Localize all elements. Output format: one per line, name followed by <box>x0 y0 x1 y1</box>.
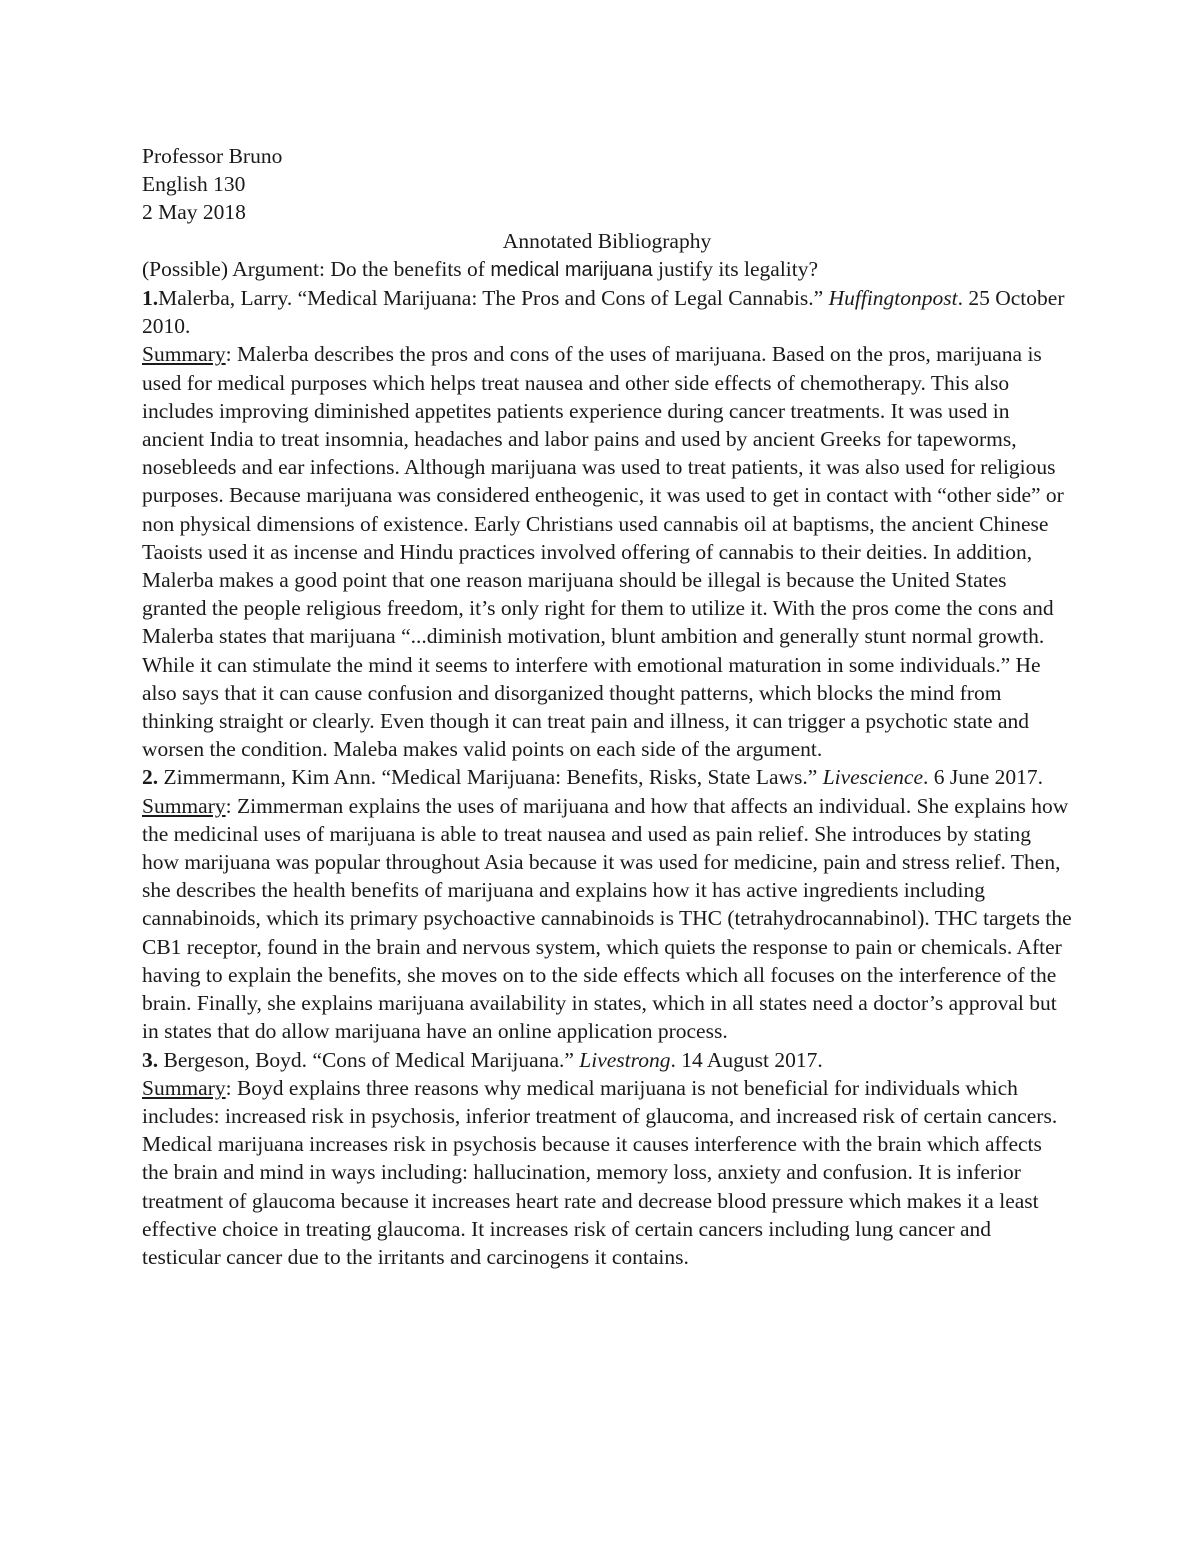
summary-3-label: Summary <box>142 1075 226 1100</box>
citation-3 <box>142 1046 1072 1074</box>
document-date: 2 May 2018 <box>142 200 246 225</box>
entry-number-2: 2. <box>142 765 159 790</box>
citation-2-date: . 6 June 2017. <box>922 765 1044 790</box>
citation-2-text: Zimmermann, Kim Ann. “Medical Marijuana: Benefits, Risks, State Laws.” <box>158 765 823 790</box>
summary-1-text: : Malerba describes the pros and cons of the uses of marijuana. Based on the pros, marijuana is used for medical purposes which helps treat nausea and other side effects of chemotherapy. This also includes improving diminished appetites patients experience during cancer treatments. It was used in ancient India to treat insomnia, headaches and labor pains and used by ancient Greeks for tapeworms, nosebleeds and ear infections. Although marijuana was used to treat patients, it was also used for religious purposes. Because marijuana was considered entheogenic, it was used to get in contact with “other side” or non physical dimensions of existence. Early Christians used cannabis oil at baptisms, the ancient Chinese Taoists used it as incense and Hindu practices involved offering of cannabis to their deities. In addition, Malerba makes a good point that one reason marijuana should be illegal is because the United States granted the people religious freedom, it’s only right for them to utilize it. With the pros come the cons and Malerba states that marijuana “...diminish motivation, blunt ambition and generally stunt normal growth. While it can stimulate the mind it seems to interfere with emotional maturation in some individuals.” He also says that it can cause confusion and disorganized thought patterns, which blocks the mind from thinking straight or clearly. Even though it can treat pain and illness, it can trigger a psychotic state and worsen the condition. Maleba makes valid points on each side of the argument. <box>142 342 1064 762</box>
argument-highlight: medical marijuana <box>490 258 653 281</box>
citation-1-text: Malerba, Larry. “Medical Marijuana: The Pros and Cons of Legal Cannabis.” <box>158 286 829 311</box>
summary-2-label: Summary <box>142 793 226 818</box>
entry-number-1: 1. <box>142 286 159 311</box>
summary-1 <box>142 340 1072 763</box>
summary-1-label: Summary <box>142 342 226 367</box>
citation-2-source: Livescience <box>822 765 923 790</box>
summary-2-text: : Zimmerman explains the uses of marijuana and how that affects an individual. She explains how the medicinal uses of marijuana is able to treat nausea and used as pain relief. She introduces by stating how marijuana was popular throughout Asia because it was used for medicine, pain and stress relief. Then, she describes the health benefits of marijuana and explains how it has active ingredients including cannabinoids, which its primary psychoactive cannabinoids is THC (tetrahydrocannabinol). THC targets the CB1 receptor, found in the brain and nervous system, which quiets the response to pain or chemicals. After having to explain the benefits, she moves on to the side effects which all focuses on the interference of the brain. Finally, she explains marijuana availability in states, which in all states need a doctor’s approval but in states that do allow marijuana have an online application process. <box>142 793 1072 1044</box>
course-name: English 130 <box>142 172 246 197</box>
citation-3-source: Livestrong <box>579 1047 671 1072</box>
citation-3-date: . 14 August 2017. <box>670 1047 823 1072</box>
citation-2 <box>142 763 1072 791</box>
summary-3-text: : Boyd explains three reasons why medical marijuana is not beneficial for individuals which includes: increased risk in psychosis, inferior treatment of glaucoma, and increased risk of certain cancers. Medical marijuana increases risk in psychosis because it causes interference with the brain which affects the brain and mind in ways including: hallucination, memory loss, anxiety and confusion. It is inferior treatment of glaucoma because it increases heart rate and decrease blood pressure which makes it a least effective choice in treating glaucoma. It increases risk of certain cancers including lung cancer and testicular cancer due to the irritants and carcinogens it contains. <box>142 1075 1058 1269</box>
citation-1-date: . 25 October 2010. <box>142 286 1065 339</box>
citation-3-text: Bergeson, Boyd. “Cons of Medical Marijuana.” <box>158 1047 580 1072</box>
document-body <box>142 142 1072 1271</box>
argument-line <box>142 255 1072 284</box>
entry-number-3: 3. <box>142 1047 159 1072</box>
summary-3 <box>142 1074 1072 1271</box>
citation-1 <box>142 284 1072 340</box>
summary-2 <box>142 792 1072 1046</box>
instructor-name: Professor Bruno <box>142 144 283 168</box>
argument-text-before: (Possible) Argument: Do the benefits of <box>142 256 491 281</box>
argument-text-after: justify its legality? <box>652 256 819 281</box>
citation-1-source: Huffingtonpost <box>828 286 958 311</box>
document-title: Annotated Bibliography <box>502 228 712 253</box>
